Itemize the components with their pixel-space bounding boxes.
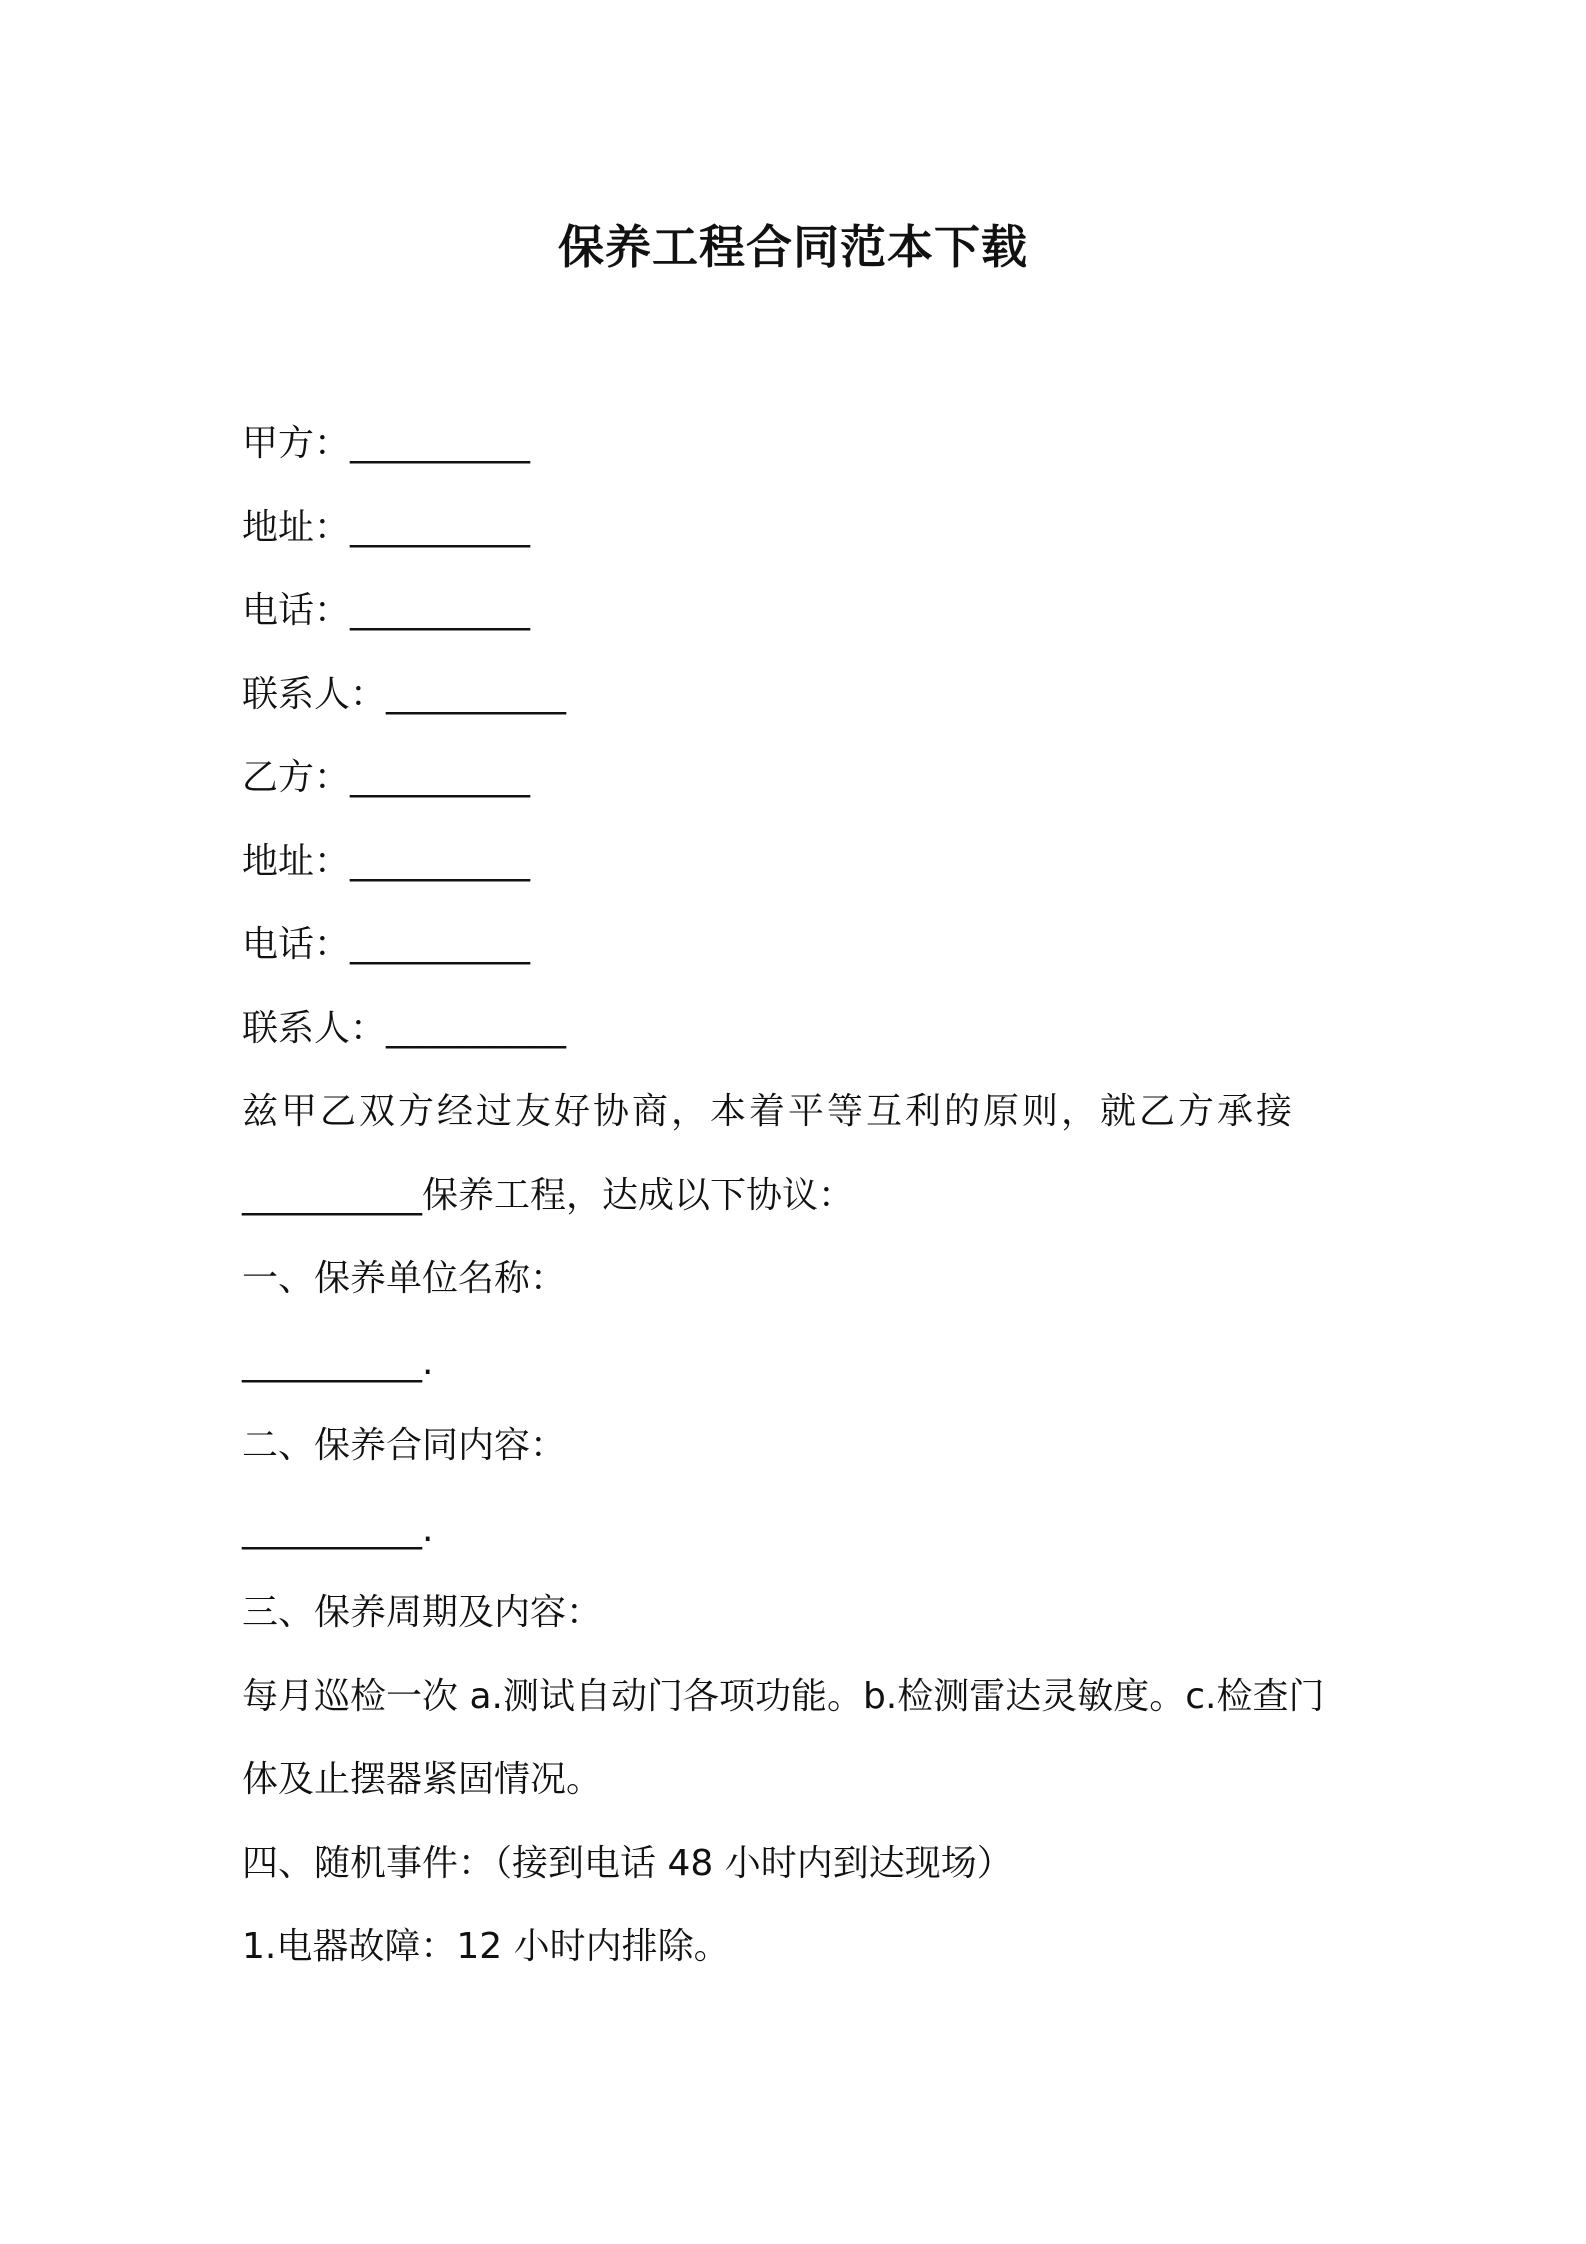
section-2-heading: 二、保养合同内容： — [242, 1425, 567, 1466]
section-3-line-2: 体及止摆器紧固情况。 — [242, 1759, 603, 1800]
party-a-address: 地址：__________ — [242, 506, 531, 548]
section-3-heading: 三、保养周期及内容： — [242, 1592, 603, 1633]
party-b-address: 地址：__________ — [242, 840, 531, 882]
document-title: 保养工程合同范本下载 — [558, 220, 1028, 274]
party-a-phone: 电话：__________ — [242, 590, 531, 631]
section-4-item-1: 1.电器故障：12 小时内排除。 — [242, 1926, 730, 1967]
section-1-heading: 一、保养单位名称： — [242, 1258, 567, 1299]
contract-body — [242, 402, 1362, 1989]
party-b-name: 乙方：__________ — [242, 757, 531, 798]
section-2-value: __________. — [242, 1508, 434, 1550]
intro-line-2: __________保养工程，达成以下协议： — [242, 1174, 855, 1216]
section-4-heading: 四、随机事件：（接到电话 48 小时内到达现场） — [242, 1842, 1013, 1884]
intro-line-1: 兹甲乙双方经过友好协商，本着平等互利的原则，就乙方承接 — [242, 1091, 1296, 1132]
party-a-contact: 联系人：__________ — [242, 673, 567, 715]
party-b-phone: 电话：__________ — [242, 924, 531, 965]
section-1-value: __________. — [242, 1341, 434, 1383]
party-b-contact: 联系人：__________ — [242, 1007, 567, 1049]
party-a-name: 甲方：__________ — [242, 423, 531, 464]
section-3-line-1: 每月巡检一次 a.测试自动门各项功能。b.检测雷达灵敏度。c.检查门 — [242, 1675, 1325, 1717]
